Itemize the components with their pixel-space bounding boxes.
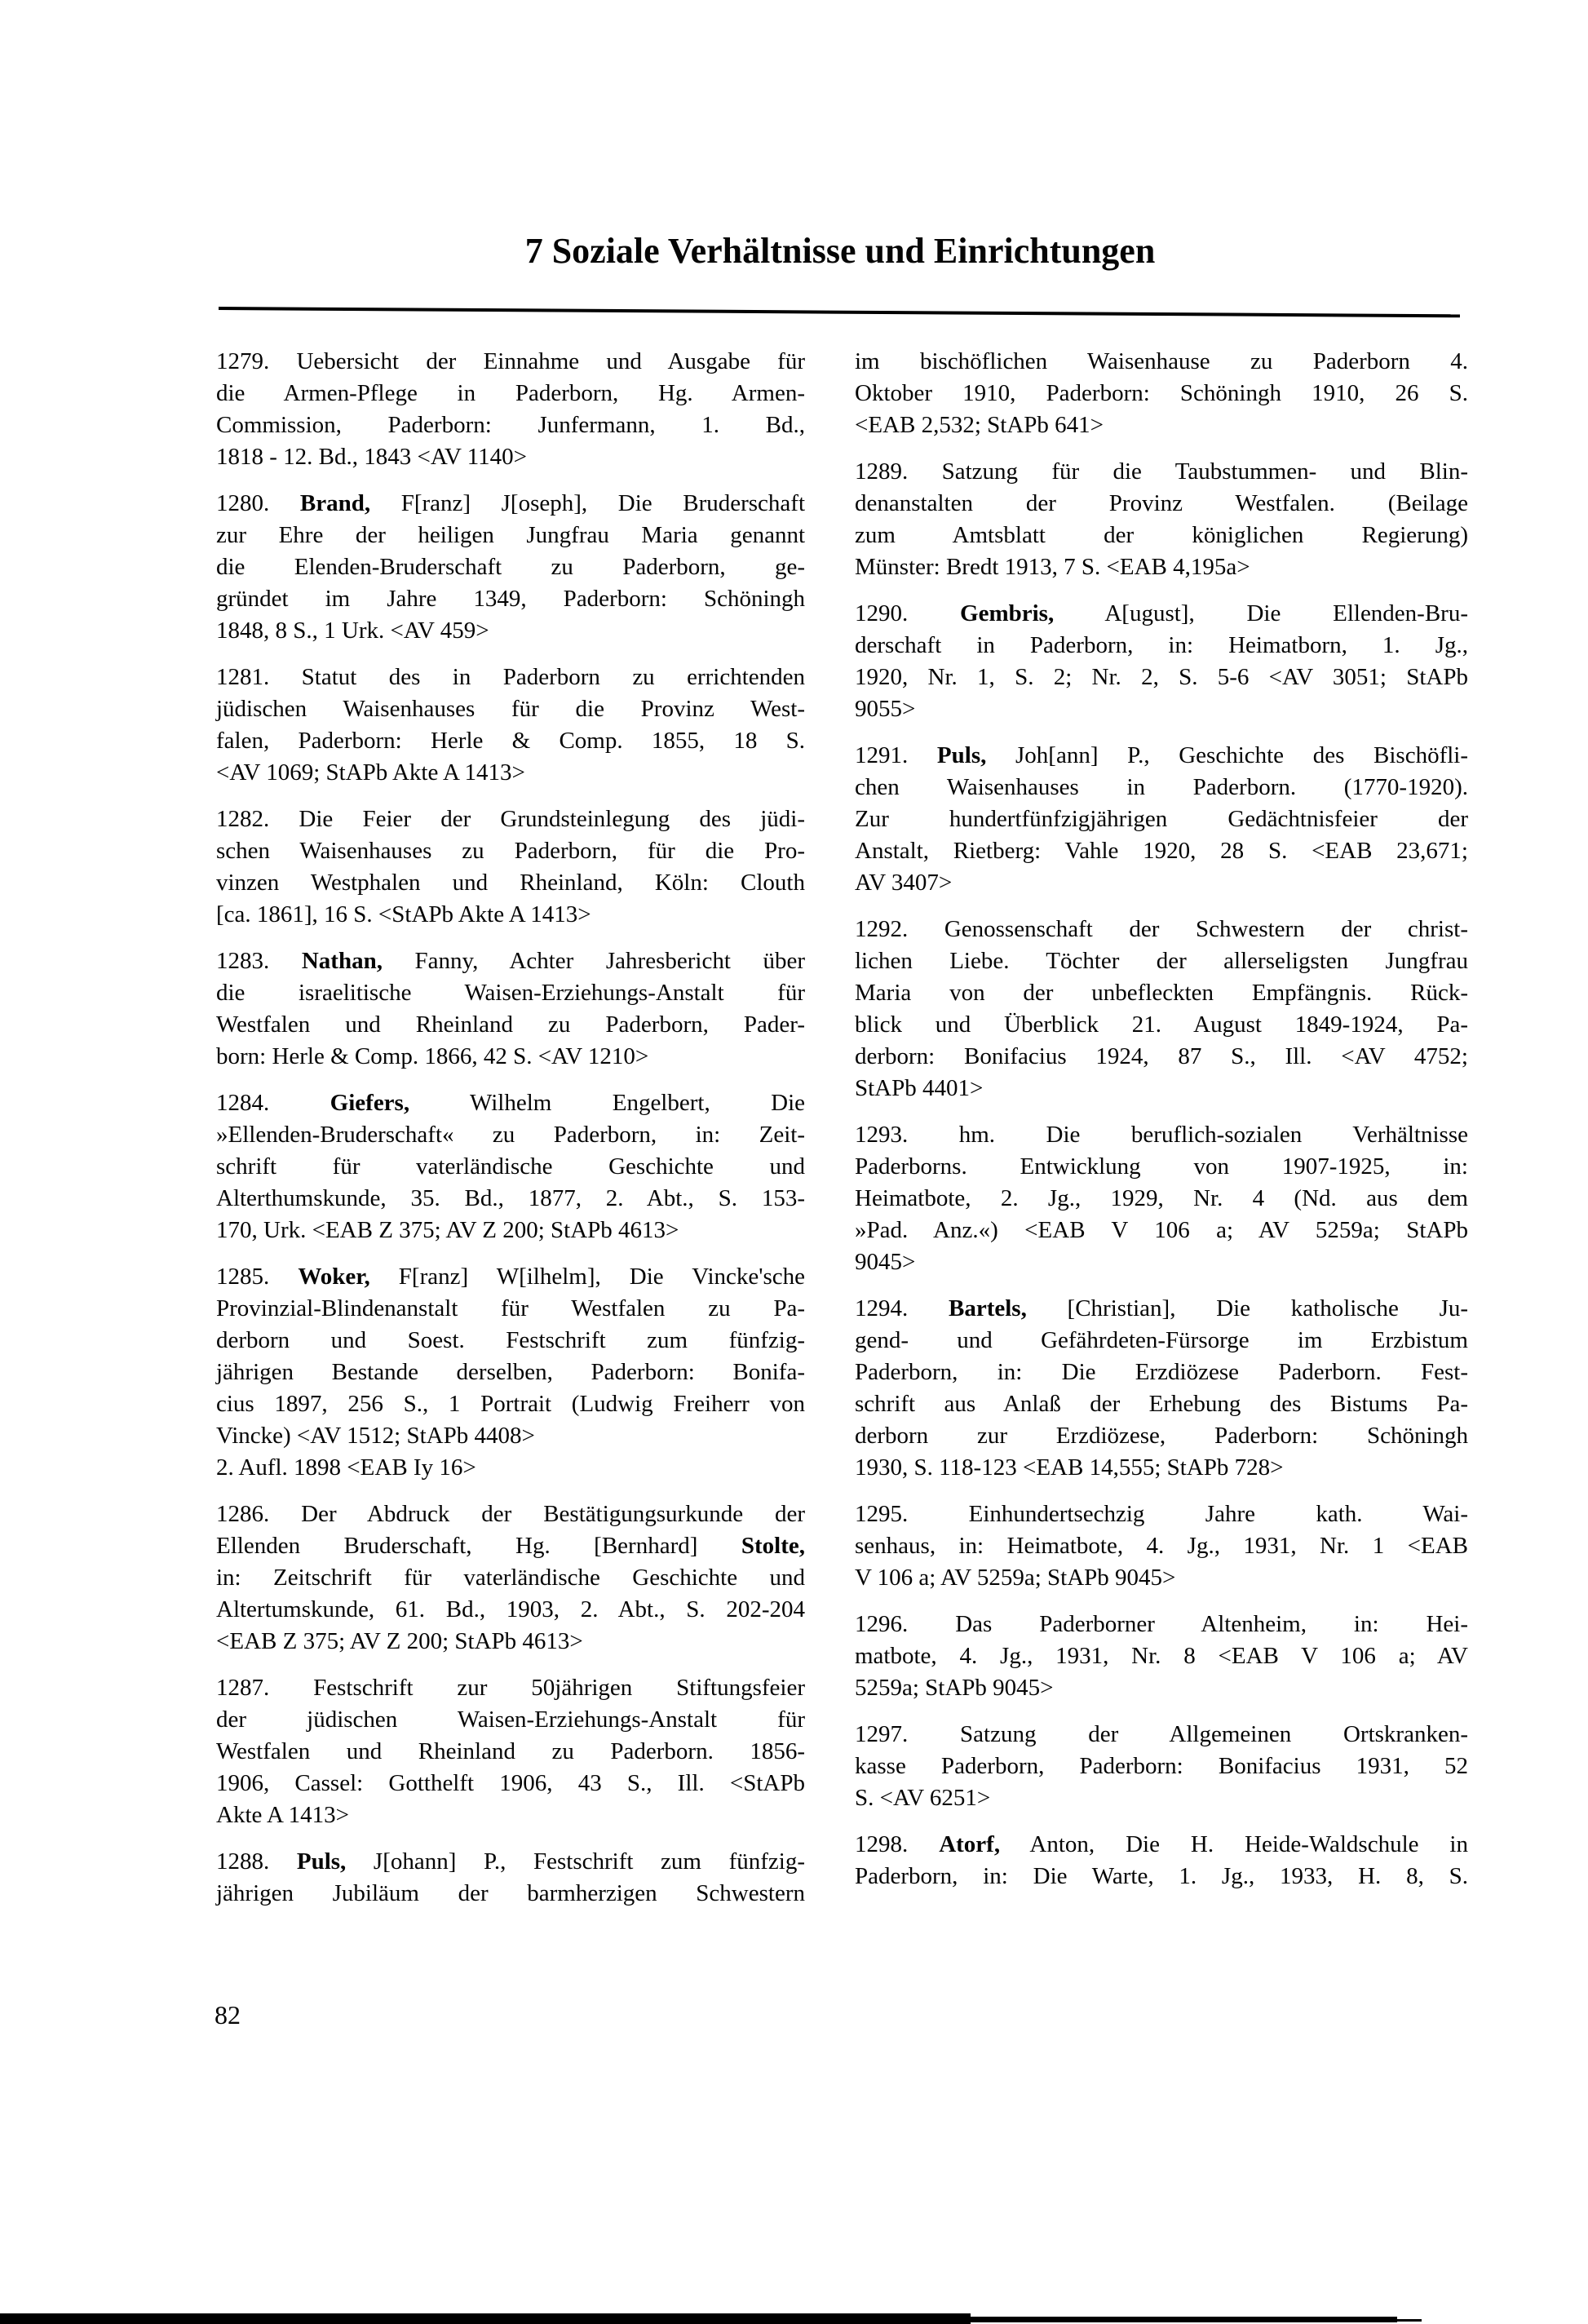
bib-entry-line: Heimatbote, 2. Jg., 1929, Nr. 4 (Nd. aus dem [855,1185,1468,1211]
title-divider-rule [219,307,1460,317]
bib-entry-line: Ellenden Bruderschaft, Hg. [Bernhard] Stolte, [216,1533,805,1559]
page-number: 82 [215,2000,241,2030]
bib-entry [855,598,1468,725]
bib-entry-line: Zur hundertfünfzigjährigen Gedächtnisfeier der [855,806,1468,832]
bib-entry-line: 1285. Woker, F[ranz] W[ilhelm], Die Vincke'sche [216,1264,805,1290]
bib-entry-line: 1906, Cassel: Gotthelft 1906, 43 S., Ill. <StAPb [216,1770,805,1796]
bib-entry [216,1846,805,1910]
bib-entry [855,1119,1468,1278]
bib-entry [216,1498,805,1658]
bib-entry-line: im bischöflichen Waisenhause zu Paderborn 4. [855,348,1468,374]
bib-entry-line: 1930, S. 118-123 <EAB 14,555; StAPb 728> [855,1454,1284,1481]
bib-entry [855,914,1468,1104]
bib-entry-line: 1291. Puls, Joh[ann] P., Geschichte des Bischöfli- [855,742,1469,768]
bib-entry-line: Provinzial-Blindenanstalt für Westfalen zu Pa- [216,1295,805,1321]
bib-entry-line: Oktober 1910, Paderborn: Schöningh 1910, 26 S. [855,380,1468,406]
bib-entry-line: Commission, Paderborn: Junfermann, 1. Bd., [216,412,805,438]
bib-entry-line: <EAB Z 375; AV Z 200; StAPb 4613> [216,1628,583,1654]
bib-entry-line: schen Waisenhauses zu Paderborn, für die Pro- [216,838,805,864]
bib-entry-line: die Armen-Pflege in Paderborn, Hg. Armen- [216,380,805,406]
bib-entry-line: Maria von der unbefleckten Empfängnis. Rück- [855,980,1468,1006]
bib-entry-line: falen, Paderborn: Herle & Comp. 1855, 18 S. [216,728,805,754]
bib-entry-line: <AV 1069; StAPb Akte A 1413> [216,759,525,786]
bib-entry-line: in: Zeitschrift für vaterländische Geschichte und [216,1565,805,1591]
bib-entry-line: 1288. Puls, J[ohann] P., Festschrift zum fünfzig- [216,1848,805,1875]
bib-entry-line: 1287. Festschrift zur 50jährigen Stiftungsfeier [216,1675,805,1701]
bib-entry-line: der jüdischen Waisen-Erziehungs-Anstalt für [216,1706,805,1733]
bib-entry [216,945,805,1073]
bib-entry-line: Paderborn, in: Die Erzdiözese Paderborn. Fest- [855,1359,1468,1385]
bib-entry-line: senhaus, in: Heimatbote, 4. Jg., 1931, Nr. 1 <EAB [855,1533,1468,1559]
bib-entry-line: »Ellenden-Bruderschaft« zu Paderborn, in: Zeit- [216,1122,805,1148]
bib-entry-line: [ca. 1861], 16 S. <StAPb Akte A 1413> [216,901,591,927]
bib-entry-line: Altertumskunde, 61. Bd., 1903, 2. Abt., S. 202-204 [216,1596,805,1622]
bib-entry-line: schrift für vaterländische Geschichte und [216,1153,805,1180]
bib-entry-line: Westfalen und Rheinland zu Paderborn. 1856- [216,1738,805,1764]
bib-entry-line: zum Amtsblatt der königlichen Regierung) [855,522,1468,548]
bib-entry-line: kasse Paderborn, Paderborn: Bonifacius 1931, 52 [855,1753,1468,1779]
bib-entry-line: zur Ehre der heiligen Jungfrau Maria genannt [216,522,805,548]
bib-entry-line: Münster: Bredt 1913, 7 S. <EAB 4,195a> [855,554,1250,580]
bib-entry-line: cius 1897, 256 S., 1 Portrait (Ludwig Freiherr von [216,1391,805,1417]
bib-entry-line: denanstalten der Provinz Westfalen. (Beilage [855,490,1468,516]
bib-entry-line: V 106 a; AV 5259a; StAPb 9045> [855,1565,1176,1591]
bib-entry-line: matbote, 4. Jg., 1931, Nr. 8 <EAB V 106 a; AV [855,1643,1468,1669]
bib-entry-line: StAPb 4401> [855,1075,984,1101]
bib-entry-line: 1292. Genossenschaft der Schwestern der christ- [855,916,1468,942]
bib-entry-line: 9045> [855,1249,916,1275]
bib-entry [216,1261,805,1484]
bib-entry-line: 1279. Uebersicht der Einnahme und Ausgabe für [216,348,805,374]
bib-entry-line: blick und Überblick 21. August 1849-1924, Pa- [855,1011,1468,1038]
bib-entry-line: 1296. Das Paderborner Altenheim, in: Hei- [855,1611,1468,1637]
bib-entry-line: chen Waisenhauses in Paderborn. (1770-1920). [855,774,1468,800]
bib-entry-line: Vincke) <AV 1512; StAPb 4408> [216,1423,535,1449]
bib-entry-line: 1280. Brand, F[ranz] J[oseph], Die Bruderschaft [216,490,806,516]
bib-entry-line: 1818 - 12. Bd., 1843 <AV 1140> [216,444,528,470]
bib-entry-line: AV 3407> [855,870,953,896]
bib-entry-line: born: Herle & Comp. 1866, 42 S. <AV 1210> [216,1043,649,1069]
bib-entry-line: 1294. Bartels, [Christian], Die katholische Ju- [855,1295,1469,1321]
bib-entry-line: Paderborn, in: Die Warte, 1. Jg., 1933, H. 8, S. [855,1863,1468,1889]
bib-entry-line: 1920, Nr. 1, S. 2; Nr. 2, S. 5-6 <AV 3051; StAPb [855,664,1468,690]
bib-entry-line: derborn zur Erzdiözese, Paderborn: Schöningh [855,1423,1468,1449]
bib-entry-line: 5259a; StAPb 9045> [855,1675,1054,1701]
bib-entry [855,346,1468,441]
bib-entry-line: 1848, 8 S., 1 Urk. <AV 459> [216,618,489,644]
bib-entry-line: Akte A 1413> [216,1802,349,1828]
scan-artifact-bar-tail [1397,2319,1422,2322]
bib-entry-line: <EAB 2,532; StAPb 641> [855,412,1104,438]
bib-entry-line: Westfalen und Rheinland zu Paderborn, Pader- [216,1011,805,1038]
bib-entry-line: 1295. Einhundertsechzig Jahre kath. Wai- [855,1501,1468,1527]
scan-artifact-bar-thin [971,2317,1397,2322]
bib-entry [216,346,805,473]
bib-entry-line: 1297. Satzung der Allgemeinen Ortskranken- [855,1721,1468,1747]
bib-entry-line: derborn und Soest. Festschrift zum fünfzig- [216,1327,805,1353]
right-column [855,346,1468,1892]
bib-entry-line: 1286. Der Abdruck der Bestätigungsurkunde der [216,1501,805,1527]
bib-entry-line: »Pad. Anz.«) <EAB V 106 a; AV 5259a; StAPb [855,1217,1468,1243]
bib-entry-line: 9055> [855,696,916,722]
bib-entry-line: vinzen Westphalen und Rheinland, Köln: Clouth [216,870,805,896]
bib-entry [855,1293,1468,1484]
bib-entry-line: Anstalt, Rietberg: Vahle 1920, 28 S. <EAB 23,671; [855,838,1468,864]
bib-entry-line: 1283. Nathan, Fanny, Achter Jahresbericht über [216,948,805,974]
bib-entry-line: 170, Urk. <EAB Z 375; AV Z 200; StAPb 4613> [216,1217,679,1243]
bib-entry-line: 1290. Gembris, A[ugust], Die Ellenden-Bru- [855,600,1468,626]
chapter-title: 7 Soziale Verhältnisse und Einrichtungen [524,231,1156,271]
left-column [216,346,805,1910]
bib-entry-line: schrift aus Anlaß der Erhebung des Bistums Pa- [855,1391,1468,1417]
bib-entry [855,740,1468,899]
bib-entry [855,456,1468,583]
bib-entry-line: 1282. Die Feier der Grundsteinlegung des jüdi- [216,806,805,832]
bib-entry [216,662,805,789]
bib-entry-line: 1298. Atorf, Anton, Die H. Heide-Waldschule in [855,1831,1468,1857]
bib-entry-line: 2. Aufl. 1898 <EAB Iy 16> [216,1454,476,1481]
bib-entry [216,488,805,647]
bib-entry-line: 1281. Statut des in Paderborn zu errichtenden [216,664,805,690]
bib-entry-line: 1289. Satzung für die Taubstummen- und Blin- [855,458,1468,485]
bib-entry-line: Paderborns. Entwicklung von 1907-1925, in: [855,1153,1468,1180]
bib-entry-line: 1284. Giefers, Wilhelm Engelbert, Die [216,1090,805,1116]
bib-entry [855,1609,1468,1704]
bib-entry-line: jährigen Bestande derselben, Paderborn: Bonifa- [216,1359,805,1385]
bib-entry-line: lichen Liebe. Töchter der allerseligsten Jungfrau [855,948,1468,974]
bib-entry-line: gründet im Jahre 1349, Paderborn: Schöningh [216,586,805,612]
bib-entry-line: die israelitische Waisen-Erziehungs-Anstalt für [216,980,805,1006]
bib-entry [216,803,805,931]
bib-entry [855,1498,1468,1594]
bib-entry-line: S. <AV 6251> [855,1785,991,1811]
bib-entry-line: jüdischen Waisenhauses für die Provinz West- [216,696,805,722]
bib-entry [855,1719,1468,1814]
bib-entry-line: die Elenden-Bruderschaft zu Paderborn, ge- [216,554,805,580]
scan-artifact-bar [0,2313,971,2324]
bib-entry-line: 1293. hm. Die beruflich-sozialen Verhältnisse [855,1122,1468,1148]
bib-entry [855,1829,1468,1892]
bib-entry-line: gend- und Gefährdeten-Fürsorge im Erzbistum [855,1327,1468,1353]
bib-entry-line: Alterthumskunde, 35. Bd., 1877, 2. Abt., S. 153- [216,1185,805,1211]
bib-entry [216,1672,805,1831]
bib-entry-line: derborn: Bonifacius 1924, 87 S., Ill. <AV 4752; [855,1043,1468,1069]
bib-entry-line: jährigen Jubiläum der barmherzigen Schwestern [216,1880,805,1906]
bib-entry-line: derschaft in Paderborn, in: Heimatborn, 1. Jg., [855,632,1468,658]
bib-entry [216,1087,805,1246]
